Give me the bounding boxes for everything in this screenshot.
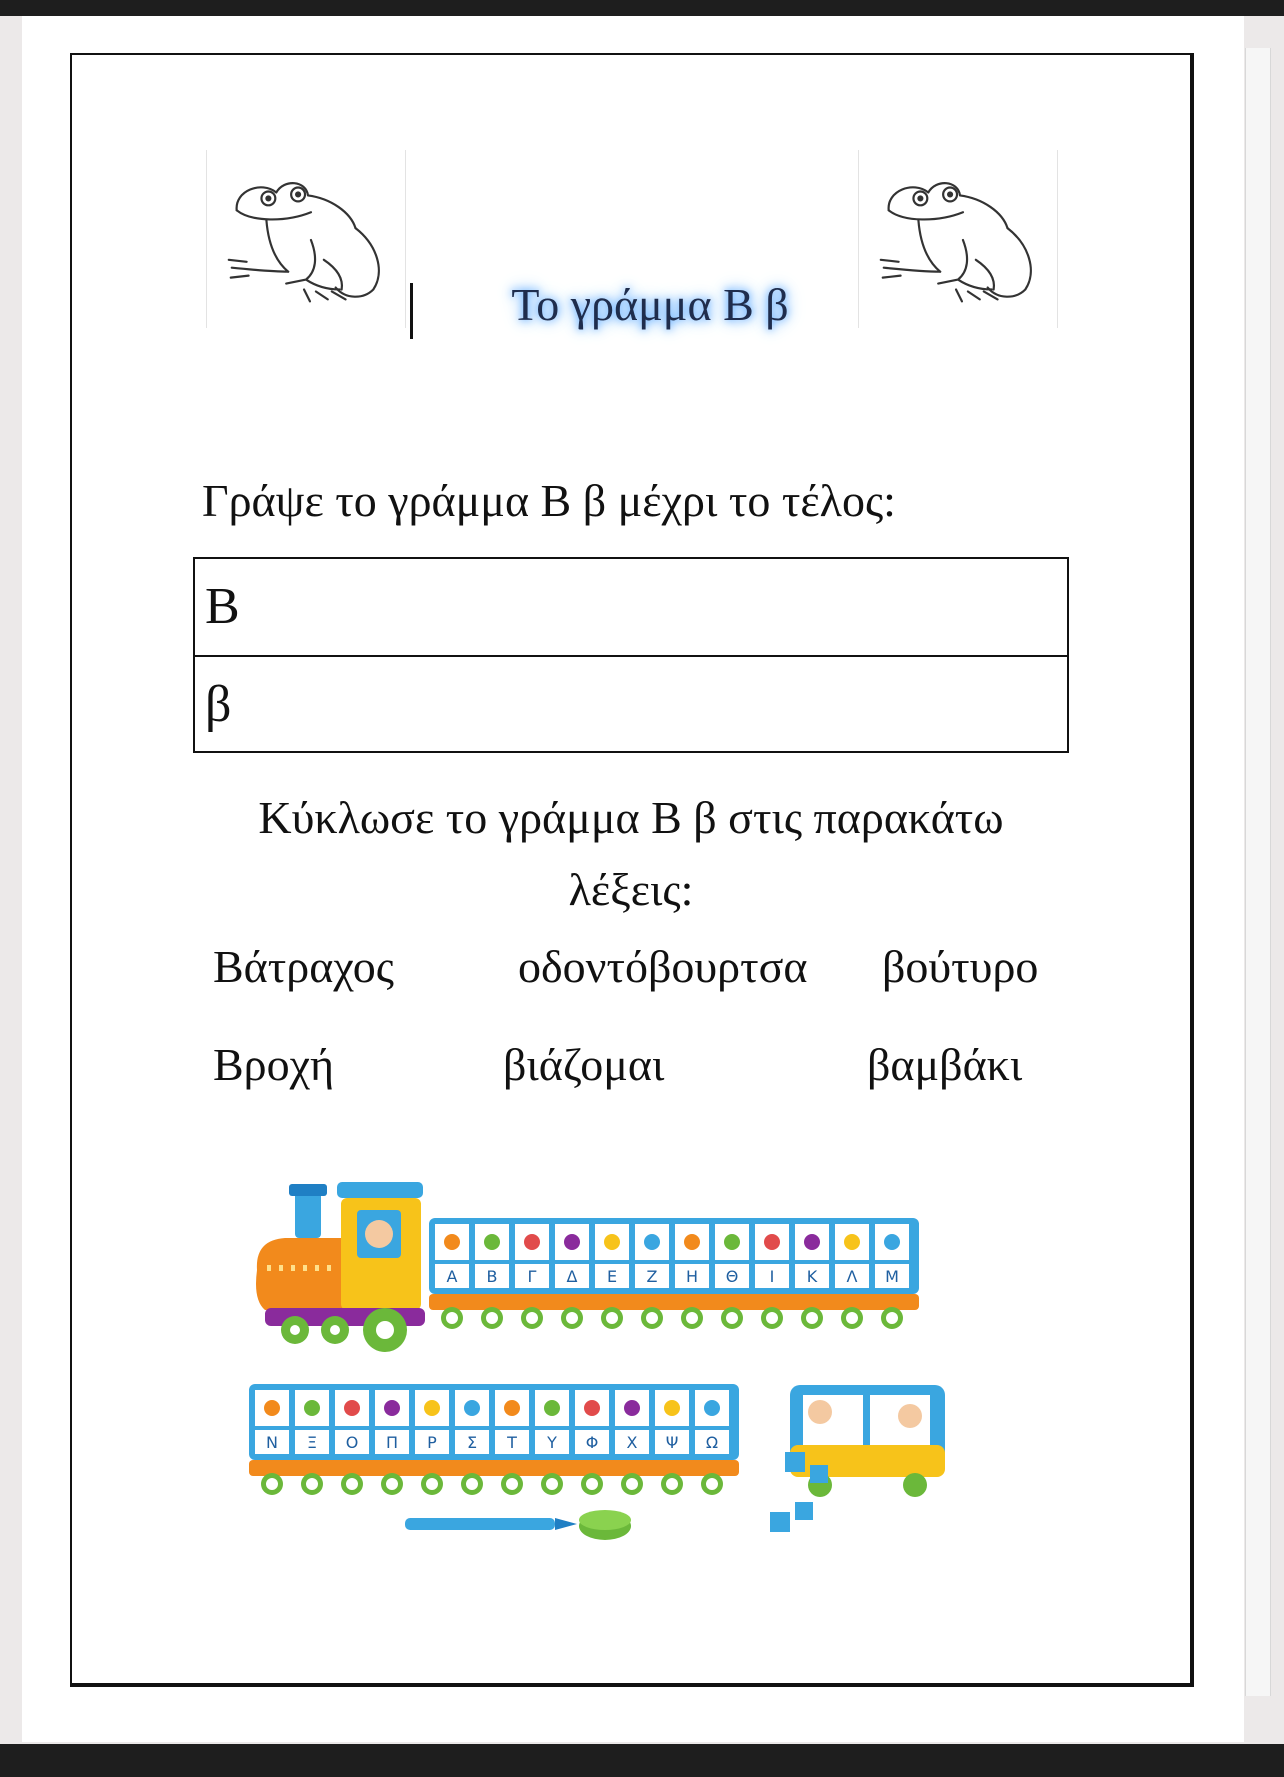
- train-drawing: [245, 1180, 1025, 1560]
- picture-tile-icon: [344, 1400, 360, 1416]
- letter-tile-label: Χ: [626, 1433, 638, 1452]
- circle-instruction: [193, 782, 1069, 926]
- train-wheel-hub: [666, 1478, 678, 1490]
- picture-tile-icon: [724, 1234, 740, 1250]
- letter-tile-label: Ξ: [306, 1433, 318, 1452]
- picture-tile-icon: [664, 1400, 680, 1416]
- picture-tile-icon: [584, 1400, 600, 1416]
- letter-tile-label: Λ: [846, 1267, 858, 1286]
- picture-tile-icon: [624, 1400, 640, 1416]
- write-instruction: Γράψε το γράμμα Β β μέχρι το τέλος:: [202, 475, 896, 526]
- picture-tile-icon: [704, 1400, 720, 1416]
- picture-tile-icon: [444, 1234, 460, 1250]
- letter-tile-label: Τ: [507, 1433, 517, 1452]
- letter-tile-label: Φ: [585, 1433, 599, 1452]
- train-wheel-hub: [546, 1478, 558, 1490]
- train-wheel-hub: [586, 1478, 598, 1490]
- train-wheel-hub: [506, 1478, 518, 1490]
- picture-tile-icon: [484, 1234, 500, 1250]
- word-item: βιάζομαι: [503, 1039, 665, 1090]
- train-top-cars: [429, 1218, 919, 1329]
- train-last-wagon: [785, 1385, 945, 1497]
- frog-icon: [858, 150, 1058, 328]
- circle-instruction-line: Κύκλωσε το γράμμα Β β στις παρακάτω: [258, 792, 1004, 843]
- train-wheel-hub: [566, 1312, 578, 1324]
- train-wheel-hub: [526, 1312, 538, 1324]
- train-wheel-hub: [626, 1478, 638, 1490]
- word-item: οδοντόβουρτσα: [518, 941, 808, 992]
- train-wheel-hub: [346, 1478, 358, 1490]
- pen-and-eraser: [405, 1502, 813, 1540]
- page-title: Το γράμμα Β β: [511, 279, 789, 330]
- train-wheel-hub: [266, 1478, 278, 1490]
- letter-tile-label: Ν: [266, 1433, 278, 1452]
- letter-tile-label: Μ: [885, 1267, 899, 1286]
- circle-instruction-line: λέξεις:: [568, 864, 694, 915]
- word-item: βαμβάκι: [867, 1039, 1023, 1090]
- train-wheel-hub: [606, 1312, 618, 1324]
- letter-tile-label: Ω: [705, 1433, 719, 1452]
- train-wheel-hub: [426, 1478, 438, 1490]
- text-cursor: [410, 283, 413, 339]
- letter-tile-label: Γ: [527, 1267, 537, 1286]
- picture-tile-icon: [884, 1234, 900, 1250]
- train-bottom-cars: [249, 1384, 739, 1495]
- letter-tile-label: Α: [446, 1267, 458, 1286]
- letter-tile-label: Ψ: [665, 1433, 679, 1452]
- picture-tile-icon: [604, 1234, 620, 1250]
- train-wheel-hub: [806, 1312, 818, 1324]
- train-wheel-hub: [646, 1312, 658, 1324]
- picture-tile-icon: [844, 1234, 860, 1250]
- letter-tile-label: Κ: [806, 1267, 818, 1286]
- picture-tile-icon: [504, 1400, 520, 1416]
- letter-tile-label: Β: [486, 1267, 498, 1286]
- picture-tile-icon: [464, 1400, 480, 1416]
- word-item: βούτυρο: [882, 941, 1039, 992]
- letter-tile-label: Δ: [566, 1267, 578, 1286]
- picture-tile-icon: [544, 1400, 560, 1416]
- train-wheel-hub: [886, 1312, 898, 1324]
- letter-tile-label: Ι: [769, 1267, 775, 1286]
- train-wheel-hub: [306, 1478, 318, 1490]
- train-wheel-hub: [486, 1312, 498, 1324]
- picture-tile-icon: [564, 1234, 580, 1250]
- train-wheel-hub: [846, 1312, 858, 1324]
- train-wheel-hub: [446, 1312, 458, 1324]
- letter-tile-label: Η: [685, 1267, 699, 1286]
- picture-tile-icon: [264, 1400, 280, 1416]
- picture-tile-icon: [764, 1234, 780, 1250]
- letter-tile-label: Σ: [466, 1433, 478, 1452]
- train-wheel-hub: [706, 1478, 718, 1490]
- alphabet-train-illustration: [245, 1180, 1025, 1560]
- train-car-base: [429, 1294, 919, 1310]
- letter-tile-label: Ο: [345, 1433, 359, 1452]
- letter-tile-label: Π: [385, 1433, 399, 1452]
- picture-tile-icon: [644, 1234, 660, 1250]
- frog-icon: [206, 150, 406, 328]
- picture-tile-icon: [804, 1234, 820, 1250]
- letter-tile-label: Θ: [725, 1267, 739, 1286]
- train-wheel-hub: [386, 1478, 398, 1490]
- letter-tile-label: Ε: [606, 1267, 618, 1286]
- letter-tile-label: Υ: [547, 1433, 557, 1452]
- word-item: Βάτραχος: [213, 941, 394, 992]
- train-wheel-hub: [466, 1478, 478, 1490]
- train-car-base: [249, 1460, 739, 1476]
- picture-tile-icon: [684, 1234, 700, 1250]
- train-wheel-hub: [726, 1312, 738, 1324]
- picture-tile-icon: [384, 1400, 400, 1416]
- vertical-scrollbar[interactable]: [1245, 48, 1271, 1696]
- writing-row-uppercase[interactable]: Β: [205, 578, 240, 635]
- train-engine: [256, 1182, 425, 1352]
- picture-tile-icon: [524, 1234, 540, 1250]
- writing-row-lowercase[interactable]: β: [195, 655, 1067, 751]
- picture-tile-icon: [304, 1400, 320, 1416]
- picture-tile-icon: [424, 1400, 440, 1416]
- letter-tile-label: Ρ: [427, 1433, 437, 1452]
- writing-table: [193, 557, 1069, 753]
- train-wheel-hub: [766, 1312, 778, 1324]
- word-item: Βροχή: [213, 1039, 335, 1090]
- train-wheel-hub: [686, 1312, 698, 1324]
- letter-tile-label: Ζ: [646, 1267, 658, 1286]
